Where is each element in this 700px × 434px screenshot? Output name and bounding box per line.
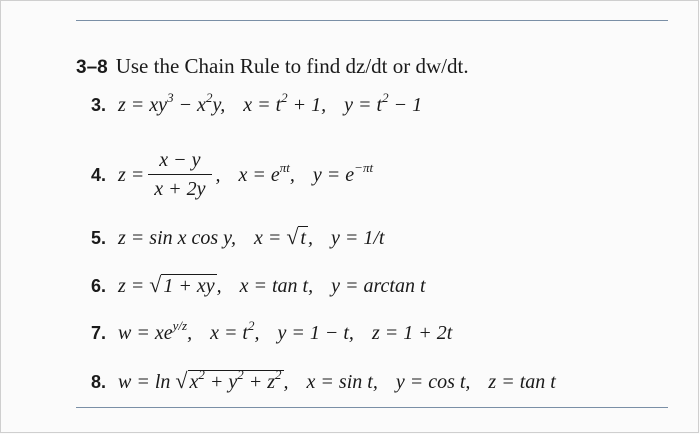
z-def: z = sin x cos y, [118, 227, 236, 249]
comma: , [215, 164, 221, 187]
comma: , [289, 164, 295, 187]
problem-5 [91, 224, 384, 251]
exponent: 2 [281, 90, 288, 105]
term: + 1, [287, 94, 327, 116]
square-root [149, 272, 216, 297]
exponent: 2 [382, 90, 389, 105]
x-def: x = t [243, 94, 282, 116]
z-def: z = xy [118, 94, 168, 116]
radicand: 1 + xy [163, 275, 215, 297]
x-def: x = e [238, 164, 280, 187]
problem-8 [91, 368, 556, 395]
z-def: z = [118, 164, 145, 187]
term: − 1 [388, 94, 423, 116]
exercise-heading [76, 53, 469, 81]
y-def: y = 1/t [330, 227, 385, 249]
x-def: x = tan t, [239, 275, 314, 297]
w-def: w = xe [118, 322, 173, 344]
y-def: y = 1 − t, [277, 322, 354, 344]
z-def: z = 1 + 2t [371, 322, 453, 344]
exponent: −πt [354, 160, 374, 176]
problem-7 [91, 320, 452, 346]
problem-3 [91, 92, 422, 118]
x-def: x = [253, 227, 287, 249]
x-def: x = sin t, [306, 371, 378, 393]
comma: , [283, 371, 289, 393]
y-def: y = t [344, 94, 383, 116]
term: + y [204, 371, 238, 393]
exercise-range: 3–8 [76, 57, 108, 78]
radical-sign: √ [286, 224, 299, 249]
comma: , [254, 322, 260, 344]
z-def: z = tan t [488, 371, 556, 393]
w-def: w = ln [118, 371, 176, 393]
exponent: 2 [198, 367, 205, 382]
term: y, [212, 94, 226, 116]
y-def: y = e [312, 164, 355, 187]
radicand [188, 367, 284, 393]
problem-6 [91, 272, 426, 299]
fraction-numerator: x − y [159, 149, 201, 171]
exponent: 2 [205, 90, 213, 105]
exponent: y/z [172, 318, 188, 333]
y-def: y = cos t, [395, 371, 471, 393]
square-root [286, 224, 308, 249]
radical-sign: √ [175, 368, 188, 393]
exponent: 2 [275, 367, 282, 382]
z-def: z = [118, 275, 150, 297]
fraction-denominator: x + 2y [148, 174, 211, 202]
radicand: t [300, 227, 306, 249]
problem-number: 5. [91, 228, 107, 248]
term: − x [173, 94, 206, 116]
radical-sign: √ [149, 272, 162, 297]
exponent: πt [279, 160, 290, 176]
problem-number: 3. [91, 95, 107, 115]
problem-number: 7. [91, 323, 107, 343]
problem-number: 4. [91, 165, 107, 186]
exponent: 3 [167, 90, 174, 105]
exponent: 2 [237, 367, 244, 382]
comma: , [216, 275, 222, 297]
problem-4 [91, 149, 373, 204]
comma: , [307, 227, 313, 249]
problem-number: 8. [91, 372, 107, 392]
term: x [189, 371, 199, 393]
problem-number: 6. [91, 276, 107, 296]
top-divider [76, 20, 668, 21]
bottom-divider [76, 407, 668, 408]
square-root [175, 367, 283, 393]
exponent: 2 [248, 318, 255, 333]
y-def: y = arctan t [331, 275, 426, 297]
exercise-instruction: Use the Chain Rule to find dz/dt or dw/dt. [115, 54, 469, 78]
fraction [148, 147, 211, 202]
term: + z [243, 371, 276, 393]
x-def: x = t [210, 322, 248, 344]
comma: , [187, 322, 193, 344]
